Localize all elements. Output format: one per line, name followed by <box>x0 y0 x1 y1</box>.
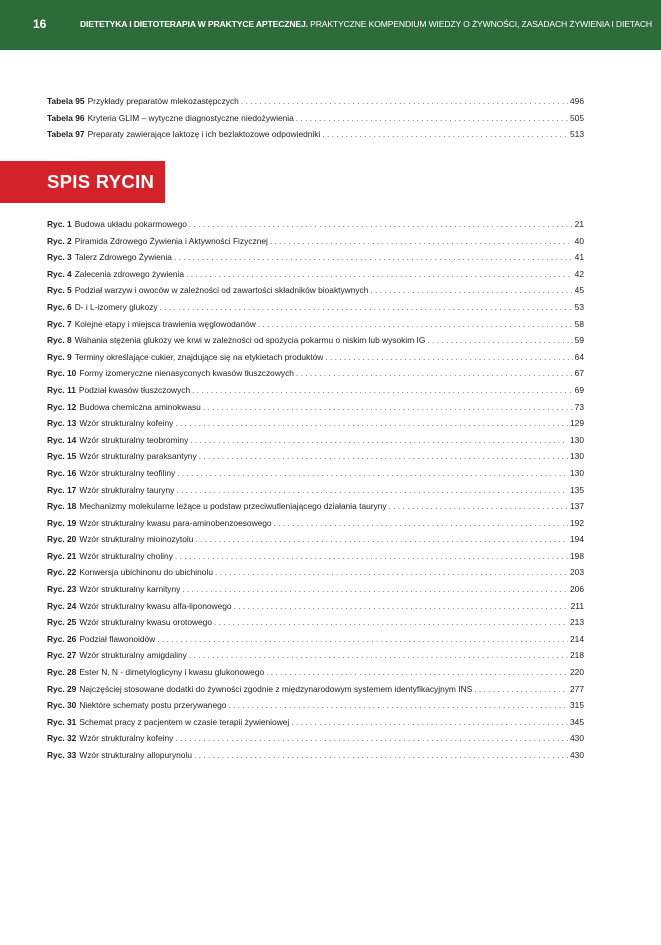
entry-title: Wzór strukturalny mioinozytolu <box>79 534 194 545</box>
entry-title: Kolejne etapy i miejsca trawienia węglowodanów <box>74 318 256 329</box>
entry-label: Ryc. 18 <box>47 501 77 512</box>
dot-leader <box>258 316 573 333</box>
entry-title: Zalecenia zdrowego żywienia <box>74 268 185 279</box>
dot-leader <box>270 233 573 250</box>
header-bar <box>0 0 661 50</box>
figure-entry[interactable] <box>47 681 584 698</box>
entry-page-number: 430 <box>570 733 584 744</box>
entry-page-number: 198 <box>570 550 584 561</box>
entry-label: Ryc. 7 <box>47 318 72 329</box>
dot-leader <box>182 581 568 598</box>
dot-leader <box>241 93 568 110</box>
entry-page-number: 203 <box>570 567 584 578</box>
entry-label: Ryc. 5 <box>47 285 72 296</box>
entry-title: Terminy określające cukier, znajdujące się na etykietach produktów <box>74 351 324 362</box>
entry-label: Ryc. 31 <box>47 716 77 727</box>
entry-page-number: 513 <box>570 129 584 140</box>
entry-title: Konwersja ubichinonu do ubichinolu <box>79 567 213 578</box>
entry-title: Wzór strukturalny paraksantyny <box>79 451 197 462</box>
dot-leader <box>370 282 572 299</box>
figure-entry[interactable] <box>47 564 584 581</box>
entry-label: Ryc. 32 <box>47 733 77 744</box>
figure-entry[interactable] <box>47 216 584 233</box>
entry-title: Wzór strukturalny kwasu alfa-liponowego <box>79 600 232 611</box>
figure-entry[interactable] <box>47 515 584 532</box>
dot-leader <box>199 448 568 465</box>
entry-title: Piramida Zdrowego Żywienia i Aktywności Fizycznej <box>74 235 268 246</box>
entry-page-number: 21 <box>574 219 584 229</box>
entry-title: Wzór strukturalny choliny <box>79 550 173 561</box>
figure-entry[interactable] <box>47 631 584 648</box>
entry-page-number: 45 <box>574 285 584 296</box>
figure-entry[interactable] <box>47 548 584 565</box>
figure-entry[interactable] <box>47 465 584 482</box>
entry-page-number: 58 <box>574 318 584 329</box>
dot-leader <box>177 465 568 482</box>
entry-label: Ryc. 4 <box>47 268 72 279</box>
entry-page-number: 64 <box>574 351 584 362</box>
figure-entry[interactable] <box>47 365 584 382</box>
entry-label: Ryc. 10 <box>47 368 77 379</box>
entry-page-number: 496 <box>570 96 584 106</box>
dot-leader <box>296 365 573 382</box>
entry-label: Ryc. 28 <box>47 667 77 678</box>
figure-entry[interactable] <box>47 614 584 631</box>
entry-title: Budowa chemiczna aminokwasu <box>79 401 201 412</box>
entry-page-number: 69 <box>574 384 584 395</box>
dot-leader <box>325 349 572 366</box>
dot-leader <box>228 697 568 714</box>
dot-leader <box>389 498 568 515</box>
entry-title: Najczęściej stosowane dodatki do żywności zgodnie z międzynarodowym systemem identyfikacyjnym INS <box>79 683 473 694</box>
dot-leader <box>157 631 568 648</box>
entry-title: Budowa układu pokarmowego <box>74 219 187 229</box>
entry-label: Ryc. 30 <box>47 700 77 711</box>
entry-label: Ryc. 26 <box>47 633 77 644</box>
entry-page-number: 137 <box>570 501 584 512</box>
entry-page-number: 211 <box>570 600 584 611</box>
entry-title: Formy izomeryczne nienasyconych kwasów tłuszczowych <box>79 368 294 379</box>
entry-label: Ryc. 23 <box>47 584 77 595</box>
dot-leader <box>214 614 568 631</box>
entry-page-number: 430 <box>570 750 584 760</box>
entry-title: Podział kwasów tłuszczowych <box>78 384 191 395</box>
dot-leader <box>203 399 573 416</box>
entry-title: Schemat pracy z pacjentem w czasie terapii żywieniowej <box>79 716 290 727</box>
dot-leader <box>194 747 568 764</box>
dot-leader <box>190 432 568 449</box>
entry-page-number: 40 <box>574 235 584 246</box>
entry-label: Ryc. 2 <box>47 235 72 246</box>
figure-entry[interactable] <box>47 697 584 714</box>
dot-leader <box>266 664 568 681</box>
entry-page-number: 315 <box>570 700 584 711</box>
entry-label: Tabela 95 <box>47 96 85 106</box>
table-list <box>47 93 584 143</box>
entry-title: Wzór strukturalny amigdaliny <box>79 650 187 661</box>
dot-leader <box>189 647 568 664</box>
entry-title: Kryteria GLIM – wytyczne diagnostyczne niedożywienia <box>87 112 294 123</box>
entry-label: Ryc. 6 <box>47 301 72 312</box>
figure-entry[interactable] <box>47 581 584 598</box>
entry-label: Ryc. 29 <box>47 683 77 694</box>
entry-page-number: 59 <box>574 335 584 346</box>
entry-title: Wahania stężenia glukozy we krwi w zależności od spożycia pokarmu o niskim lub wysokim IG <box>74 335 426 346</box>
dot-leader <box>322 126 568 143</box>
entry-page-number: 130 <box>570 467 584 478</box>
entry-label: Ryc. 11 <box>47 384 76 395</box>
entry-label: Ryc. 20 <box>47 534 77 545</box>
entry-title: Ester N, N - dimetyloglicyny i kwasu glukonowego <box>79 667 265 678</box>
figure-entry[interactable] <box>47 598 584 615</box>
dot-leader <box>189 216 573 233</box>
entry-page-number: 129 <box>570 418 584 429</box>
dot-leader <box>291 714 568 731</box>
entry-label: Ryc. 27 <box>47 650 77 661</box>
dot-leader <box>174 249 573 266</box>
figure-entry[interactable] <box>47 714 584 731</box>
figure-entry[interactable] <box>47 432 584 449</box>
figure-entry[interactable] <box>47 482 584 499</box>
figure-entry[interactable] <box>47 316 584 333</box>
page-number: 16 <box>33 17 47 31</box>
entry-title: Podział warzyw i owoców w zależności od zawartości składników bioaktywnych <box>74 285 369 296</box>
entry-title: Wzór strukturalny kwasu para-aminobenzoesowego <box>79 517 272 528</box>
running-head-title: DIETETYKA I DIETOTERAPIA W PRAKTYCE APTECZNEJ. <box>80 19 308 29</box>
entry-page-number: 42 <box>574 268 584 279</box>
entry-title: Mechanizmy molekularne leżące u podstaw przeciwutleniającego działania tauryny <box>79 501 387 512</box>
entry-title: D- i L-izomery glukozy <box>74 301 158 312</box>
running-head-subtitle: PRAKTYCZNE KOMPENDIUM WIEDZY O ŻYWNOŚCI, ZASADACH ŻYWIENIA I DIETACH <box>310 19 652 29</box>
entry-page-number: 218 <box>570 650 584 661</box>
entry-page-number: 213 <box>570 617 584 628</box>
figure-entry[interactable] <box>47 498 584 515</box>
dot-leader <box>427 332 572 349</box>
figure-entry[interactable] <box>47 399 584 416</box>
entry-label: Ryc. 33 <box>47 750 77 760</box>
dot-leader <box>186 266 573 283</box>
table-entry[interactable] <box>47 93 584 110</box>
entry-title: Wzór strukturalny teobrominy <box>79 434 189 445</box>
figure-entry[interactable] <box>47 266 584 283</box>
figure-entry[interactable] <box>47 332 584 349</box>
entry-label: Ryc. 8 <box>47 335 72 346</box>
figure-entry[interactable] <box>47 349 584 366</box>
entry-label: Ryc. 15 <box>47 451 77 462</box>
figure-entry[interactable] <box>47 664 584 681</box>
entry-page-number: 277 <box>570 683 584 694</box>
dot-leader <box>175 548 568 565</box>
entry-page-number: 135 <box>570 484 584 495</box>
table-entry[interactable] <box>47 110 584 127</box>
entry-label: Ryc. 19 <box>47 517 77 528</box>
entry-label: Ryc. 16 <box>47 467 77 478</box>
entry-label: Ryc. 1 <box>47 219 72 229</box>
figure-entry[interactable] <box>47 233 584 250</box>
entry-label: Ryc. 25 <box>47 617 77 628</box>
entry-page-number: 345 <box>570 716 584 727</box>
dot-leader <box>296 110 568 127</box>
entry-title: Wzór strukturalny kwasu orotowego <box>79 617 212 628</box>
dot-leader <box>195 531 568 548</box>
entry-label: Ryc. 12 <box>47 401 77 412</box>
figure-entry[interactable] <box>47 382 584 399</box>
dot-leader <box>234 598 569 615</box>
dot-leader <box>176 482 568 499</box>
dot-leader <box>160 299 573 316</box>
entry-page-number: 130 <box>570 434 584 445</box>
running-head <box>80 19 652 29</box>
entry-label: Tabela 97 <box>47 129 85 140</box>
entry-title: Wzór strukturalny tauryny <box>79 484 175 495</box>
entry-page-number: 192 <box>570 517 584 528</box>
entry-title: Przykłady preparatów mlekozastępczych <box>87 96 239 106</box>
entry-title: Talerz Zdrowego Żywienia <box>74 252 172 263</box>
entry-label: Ryc. 13 <box>47 418 77 429</box>
figure-entry[interactable] <box>47 249 584 266</box>
entry-page-number: 130 <box>570 451 584 462</box>
entry-title: Wzór strukturalny kofeiny <box>79 418 174 429</box>
section-heading-block <box>0 161 165 203</box>
entry-title: Podział flawonoidów <box>79 633 156 644</box>
entry-label: Ryc. 14 <box>47 434 77 445</box>
entry-label: Ryc. 21 <box>47 550 77 561</box>
entry-page-number: 73 <box>574 401 584 412</box>
figure-entry[interactable] <box>47 282 584 299</box>
entry-label: Ryc. 9 <box>47 351 72 362</box>
section-heading: SPIS RYCIN <box>47 171 155 192</box>
entry-page-number: 53 <box>574 301 584 312</box>
dot-leader <box>215 564 568 581</box>
entry-page-number: 41 <box>574 252 584 263</box>
figure-entry[interactable] <box>47 747 584 764</box>
entry-title: Preparaty zawierające laktozę i ich bezlaktozowe odpowiedniki <box>87 129 321 140</box>
figure-entry[interactable] <box>47 531 584 548</box>
figure-entry[interactable] <box>47 647 584 664</box>
entry-page-number: 194 <box>570 534 584 545</box>
entry-page-number: 206 <box>570 584 584 595</box>
figure-entry[interactable] <box>47 299 584 316</box>
entry-label: Ryc. 17 <box>47 484 77 495</box>
entry-page-number: 214 <box>570 633 584 644</box>
entry-page-number: 67 <box>574 368 584 379</box>
figure-entry[interactable] <box>47 448 584 465</box>
entry-label: Tabela 96 <box>47 112 85 123</box>
entry-label: Ryc. 3 <box>47 252 72 263</box>
figure-list <box>47 216 584 764</box>
figure-entry[interactable] <box>47 415 584 432</box>
entry-label: Ryc. 22 <box>47 567 77 578</box>
dot-leader <box>175 415 568 432</box>
dot-leader <box>474 681 568 698</box>
dot-leader <box>274 515 568 532</box>
dot-leader <box>175 730 568 747</box>
entry-title: Wzór strukturalny karnityny <box>79 584 181 595</box>
entry-title: Wzór strukturalny allopurynolu <box>79 750 192 760</box>
entry-page-number: 220 <box>570 667 584 678</box>
entry-title: Wzór strukturalny kofeiny <box>79 733 174 744</box>
entry-label: Ryc. 24 <box>47 600 77 611</box>
entry-title: Niektóre schematy postu przerywanego <box>79 700 227 711</box>
entry-page-number: 505 <box>570 112 584 123</box>
table-entry[interactable] <box>47 126 584 143</box>
figure-entry[interactable] <box>47 730 584 747</box>
entry-title: Wzór strukturalny teofiliny <box>79 467 176 478</box>
dot-leader <box>192 382 573 399</box>
